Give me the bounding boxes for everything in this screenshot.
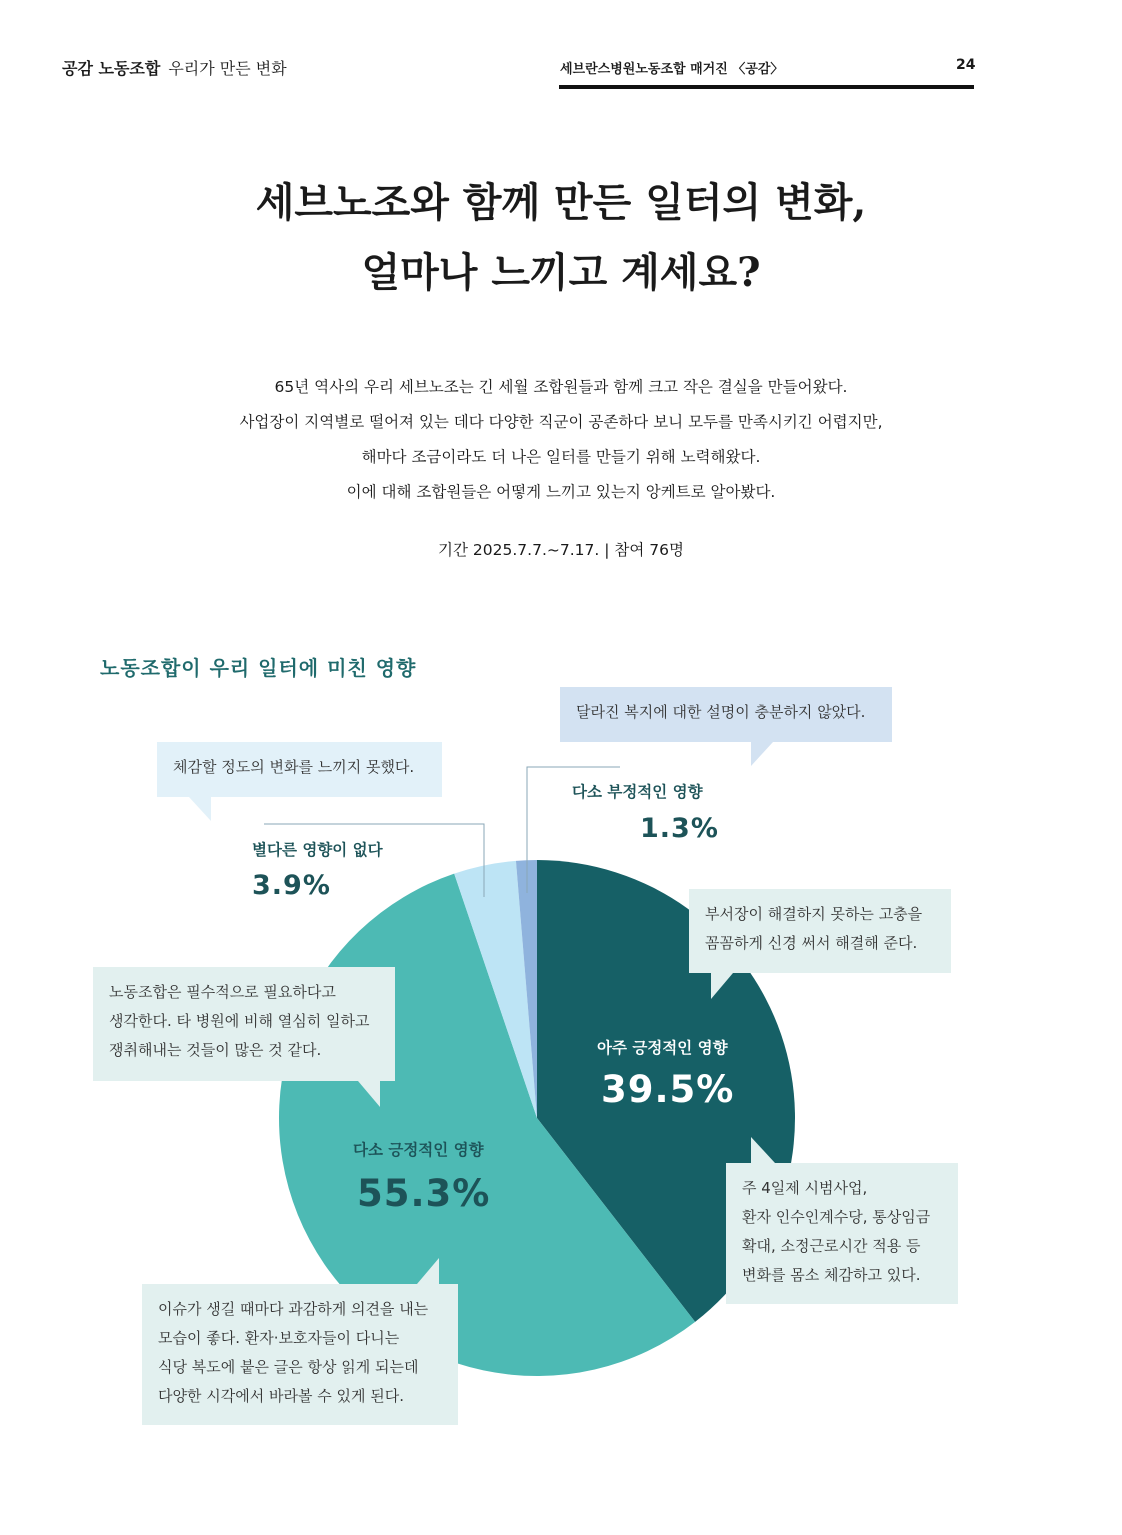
title-line-1: 세브노조와 함께 만든 일터의 변화, (255, 179, 867, 226)
bubble-tail (751, 742, 773, 766)
magazine-name: 세브란스병원노동조합 매거진 〈공감〉 (560, 62, 784, 77)
comment-line: 이슈가 생길 때마다 과감하게 의견을 내는 (158, 1300, 429, 1318)
value-somewhat-positive: 55.3% (357, 1172, 491, 1215)
value-somewhat-negative: 1.3% (640, 813, 719, 844)
comment-line: 쟁취해내는 것들이 많은 것 같다. (109, 1041, 322, 1059)
chart-title: 노동조합이 우리 일터에 미친 영향 (100, 656, 417, 680)
intro-line: 이에 대해 조합원들은 어떻게 느끼고 있는지 앙케트로 알아봤다. (346, 483, 776, 501)
comment-line: 주 4일제 시범사업, (742, 1179, 868, 1197)
page-number: 24 (956, 57, 976, 73)
title-line-2: 얼마나 느끼고 계세요? (361, 249, 761, 296)
comment-bubble (93, 967, 395, 1081)
comment-bubble (726, 1163, 958, 1304)
bubble-tail (751, 1137, 775, 1163)
comment-line: 변화를 몸소 체감하고 있다. (742, 1266, 921, 1284)
comment-line: 꼼꼼하게 신경 써서 해결해 준다. (705, 934, 918, 952)
comment-line: 부서장이 해결하지 못하는 고충을 (705, 905, 923, 923)
comment-line: 체감할 정도의 변화를 느끼지 못했다. (173, 758, 415, 776)
intro-line: 해마다 조금이라도 더 나은 일터를 만들기 위해 노력해왔다. (361, 448, 761, 466)
label-somewhat-negative: 다소 부정적인 영향 (572, 783, 703, 801)
bubble-tail (417, 1258, 439, 1284)
comment-line: 달라진 복지에 대한 설명이 충분하지 않았다. (576, 703, 866, 721)
comment-bubble (560, 687, 892, 742)
label-somewhat-positive: 다소 긍정적인 영향 (353, 1141, 484, 1159)
intro-line: 사업장이 지역별로 떨어져 있는 데다 다양한 직군이 공존하다 보니 모두를 만족시키긴 어렵지만, (239, 413, 883, 431)
value-very-positive: 39.5% (601, 1068, 735, 1111)
comment-line: 식당 복도에 붙은 글은 항상 읽게 되는데 (158, 1358, 419, 1376)
bubble-tail (711, 973, 733, 999)
section-title: 공감 노동조합 (62, 59, 161, 78)
intro-line: 65년 역사의 우리 세브노조는 긴 세월 조합원들과 함께 크고 작은 결실을 만들어왔다. (274, 378, 848, 396)
comment-line: 확대, 소정근로시간 적용 등 (742, 1237, 921, 1255)
label-no-effect: 별다른 영향이 없다 (252, 841, 383, 859)
comment-line: 다양한 시각에서 바라볼 수 있게 된다. (158, 1387, 404, 1405)
comment-line: 모습이 좋다. 환자·보호자들이 다니는 (158, 1329, 400, 1347)
comment-line: 노동조합은 필수적으로 필요하다고 (109, 983, 336, 1001)
comment-bubble (689, 889, 951, 973)
value-no-effect: 3.9% (252, 870, 331, 901)
survey-info: 기간 2025.7.7.~7.17. | 참여 76명 (438, 541, 684, 559)
comment-line: 환자 인수인계수당, 통상임금 (742, 1208, 931, 1226)
comment-bubble (142, 1284, 458, 1425)
bubble-tail (189, 797, 211, 821)
comment-bubble (157, 742, 442, 797)
label-very-positive: 아주 긍정적인 영향 (597, 1039, 728, 1057)
comment-line: 생각한다. 타 병원에 비해 열심히 일하고 (109, 1012, 370, 1030)
bubble-tail (358, 1081, 380, 1107)
section-subtitle: 우리가 만든 변화 (168, 59, 287, 78)
